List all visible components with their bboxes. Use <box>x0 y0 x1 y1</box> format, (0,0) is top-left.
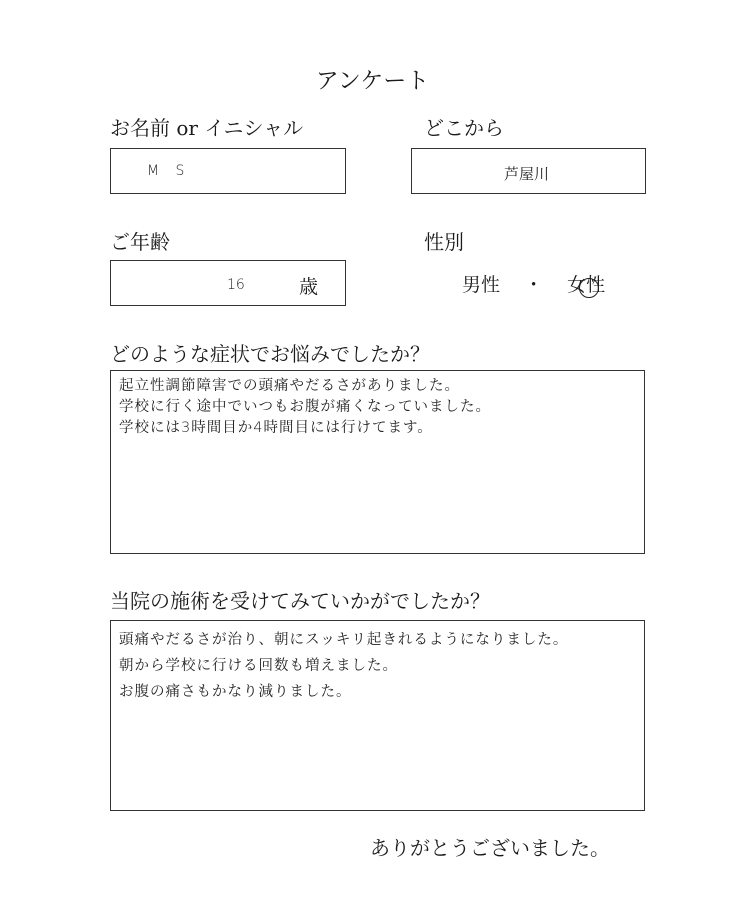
q1-label: どのような症状でお悩みでしたか？ <box>110 342 430 366</box>
answer-line: お腹の痛さもかなり減りました。 <box>119 684 352 700</box>
gender-female-option[interactable] <box>567 274 605 296</box>
gender-options <box>462 270 605 297</box>
q1-answer <box>119 376 491 439</box>
thanks-text: ありがとうございました。 <box>370 836 610 860</box>
name-label: お名前 or イニシャル <box>110 116 304 140</box>
gender-label: 性別 <box>424 230 464 254</box>
selected-circle-mark <box>579 278 599 298</box>
answer-line: 学校に行く途中でいつもお腹が痛くなっていました。 <box>119 399 491 415</box>
q2-answer-box[interactable] <box>110 620 645 811</box>
answer-line: 頭痛やだるさが治り、朝にスッキリ起きれるようになりました。 <box>119 632 569 648</box>
from-field[interactable] <box>411 148 646 194</box>
from-label: どこから <box>424 116 504 140</box>
q2-answer <box>119 627 568 705</box>
name-value: M S <box>147 163 191 179</box>
answer-line: 起立性調節障害での頭痛やだるさがありました。 <box>119 378 460 394</box>
age-field[interactable] <box>110 260 346 306</box>
age-label: ご年齢 <box>110 230 170 254</box>
name-field[interactable] <box>110 148 346 194</box>
from-value: 芦屋川 <box>504 165 550 183</box>
age-value: 16 <box>227 277 245 293</box>
answer-line: 学校には3時間目か4時間目には行けてます。 <box>119 420 433 436</box>
gender-female-label: 女性 <box>567 274 606 296</box>
page-title: アンケート <box>315 68 430 94</box>
q1-answer-box[interactable] <box>110 370 645 554</box>
gender-separator: ・ <box>524 274 544 296</box>
age-unit: 歳 <box>299 276 319 298</box>
gender-male-option[interactable]: 男性 <box>462 274 501 296</box>
q2-label: 当院の施術を受けてみていかがでしたか？ <box>110 589 490 613</box>
answer-line: 朝から学校に行ける回数も増えました。 <box>119 658 398 674</box>
